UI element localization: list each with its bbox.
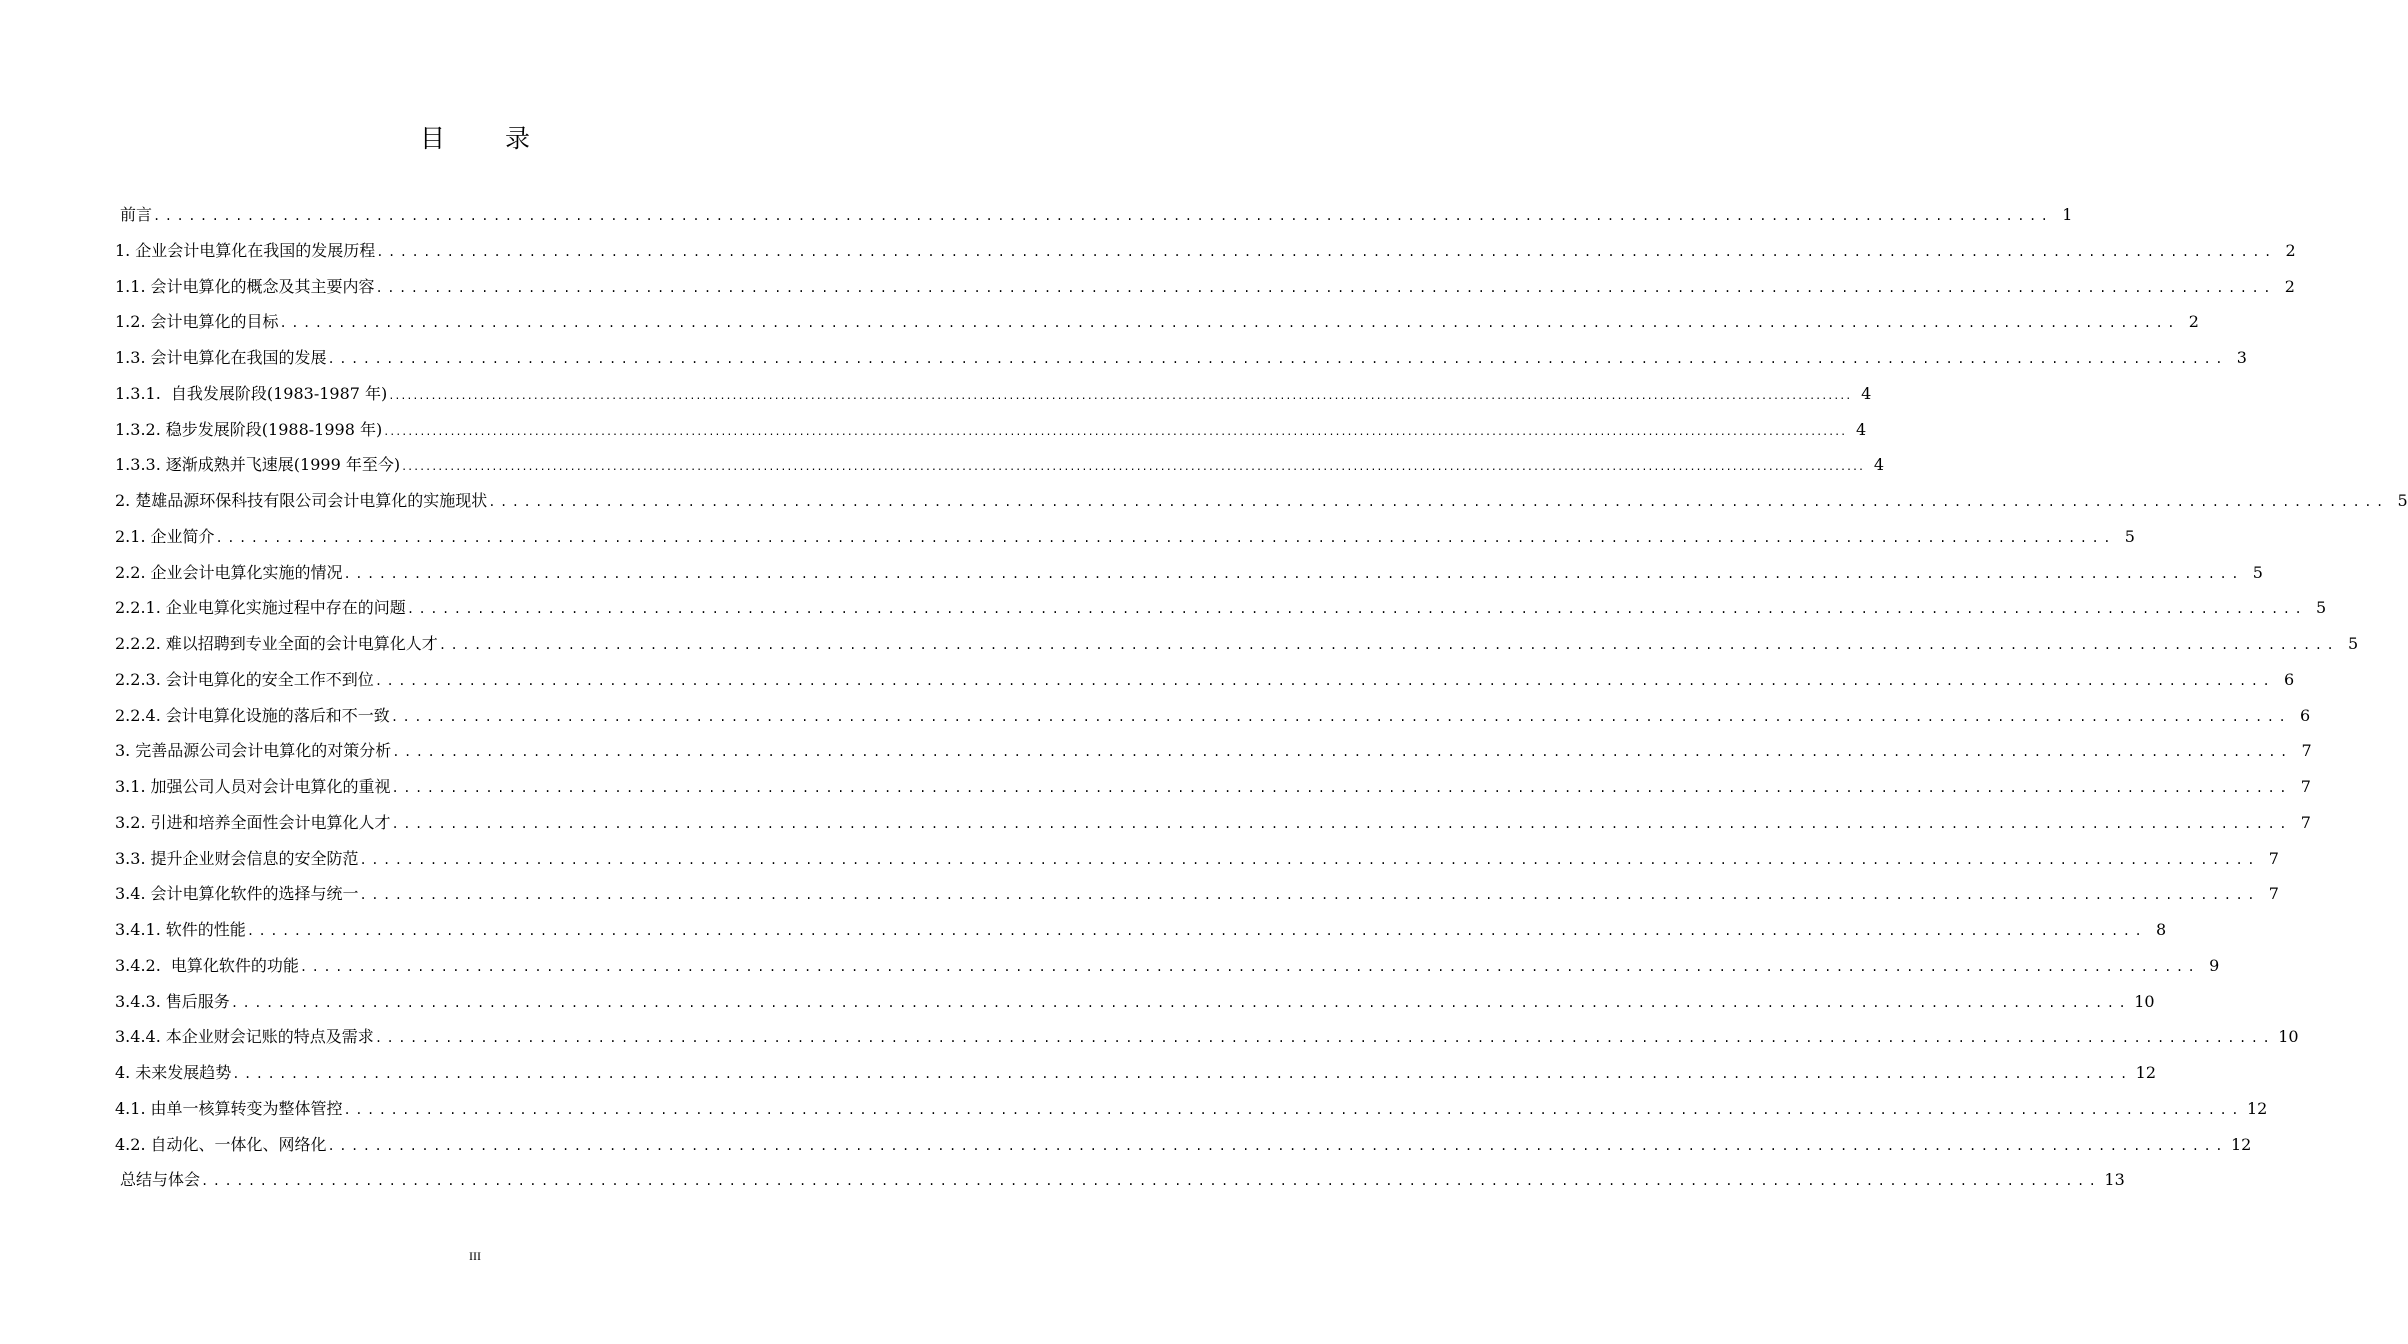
toc-entry-label bbox=[115, 772, 391, 802]
toc-entry-text: 售后服务 bbox=[165, 991, 230, 1011]
toc-entry-text: 自动化、一体化、网络化 bbox=[150, 1134, 327, 1154]
toc-entry[interactable] bbox=[115, 343, 2247, 379]
toc-entry-number: 3.4.4. bbox=[115, 1027, 161, 1047]
dot-leader: .................................................................................................................................................................. bbox=[374, 1031, 2275, 1046]
toc-entry-number: 4.1. bbox=[115, 1098, 146, 1118]
toc-entry-text: 总结与体会 bbox=[120, 1170, 201, 1190]
page-number-footer: III bbox=[469, 1249, 481, 1263]
toc-entry[interactable] bbox=[115, 450, 1885, 486]
toc-entry-number: 2. bbox=[115, 491, 131, 510]
toc-entry-label bbox=[115, 558, 343, 588]
toc-entry-label bbox=[115, 951, 299, 981]
dot-leader: .................................................................................................................................................................. bbox=[488, 495, 2388, 509]
toc-entry-text: 逐渐成熟并飞速展(1999 年至今) bbox=[165, 455, 401, 475]
toc-entry-label bbox=[115, 307, 279, 337]
dot-leader: .................................................................................................................................................................. bbox=[359, 888, 2259, 903]
toc-entry-page: 12 bbox=[2230, 1134, 2252, 1154]
toc-entry-number: 3.4. bbox=[115, 884, 146, 904]
toc-entry-label bbox=[115, 629, 438, 659]
toc-entry-number: 1.2. bbox=[115, 312, 146, 332]
toc-entry-label bbox=[115, 1165, 200, 1195]
toc-entry-label bbox=[115, 200, 152, 230]
toc-entry[interactable] bbox=[115, 736, 2312, 772]
toc-entry[interactable] bbox=[115, 701, 2311, 737]
toc-entry[interactable] bbox=[115, 200, 2073, 236]
toc-entry-text: 未来发展趋势 bbox=[135, 1063, 232, 1082]
toc-entry-text: 软件的性能 bbox=[165, 920, 246, 939]
toc-entry-number: 3.4.2. bbox=[115, 955, 161, 975]
dot-leader: .................................................................................................................................................................. bbox=[392, 745, 2292, 760]
toc-entry-number: 3.2. bbox=[115, 812, 146, 832]
dot-leader: .................................................................................................................................................................. bbox=[246, 924, 2147, 938]
toc-entry-label bbox=[115, 486, 487, 516]
dot-leader: .................................................................................................................................................................. bbox=[153, 209, 2053, 223]
toc-entry-text: 楚雄品源环保科技有限公司会计电算化的实施现状 bbox=[135, 491, 488, 510]
toc-entry-text: 引进和培养全面性会计电算化人才 bbox=[150, 812, 391, 832]
toc-entry[interactable] bbox=[115, 629, 2359, 665]
toc-entry-label bbox=[115, 665, 374, 695]
toc-entry-page: 5 bbox=[2316, 598, 2327, 618]
dot-leader: .................................................................................................................................................................. bbox=[391, 781, 2291, 795]
toc-entry[interactable] bbox=[115, 272, 2295, 308]
toc-entry-label bbox=[115, 343, 327, 373]
toc-entry[interactable] bbox=[115, 307, 2199, 343]
toc-entry-page: 12 bbox=[2135, 1063, 2157, 1082]
toc-entry[interactable] bbox=[115, 522, 2135, 558]
toc-entry-page: 5 bbox=[2252, 562, 2263, 582]
dot-leader: .................................................................................................................................................................. bbox=[215, 530, 2115, 545]
toc-entry-text: 稳步发展阶段(1988-1998 年) bbox=[165, 419, 383, 439]
toc-entry[interactable] bbox=[115, 665, 2295, 701]
toc-entry-page: 7 bbox=[2301, 741, 2312, 761]
toc-entry-text: 电算化软件的功能 bbox=[165, 955, 299, 975]
toc-entry-text: 会计电算化软件的选择与统一 bbox=[150, 884, 359, 904]
toc-entry-page: 4 bbox=[1873, 455, 1885, 475]
toc-entry-number: 1.3.2. bbox=[115, 419, 161, 439]
toc-entry-text: 完善品源公司会计电算化的对策分析 bbox=[135, 741, 392, 761]
toc-entry[interactable] bbox=[115, 951, 2220, 987]
toc-entry-label bbox=[115, 808, 391, 838]
dot-leader: .................................................................................................................................................................. bbox=[201, 1174, 2101, 1189]
toc-entry-label bbox=[115, 915, 246, 945]
toc-entry-text: 企业简介 bbox=[150, 526, 215, 546]
toc-entry-number: 1. bbox=[115, 240, 131, 260]
toc-entry-page: 8 bbox=[2156, 920, 2167, 939]
toc-entry-number: 1.3.3. bbox=[115, 455, 161, 475]
toc-entry-text: 会计电算化在我国的发展 bbox=[150, 348, 327, 367]
toc-entry-label bbox=[115, 844, 359, 874]
toc-entry-text: 自我发展阶段(1983-1987 年) bbox=[165, 383, 388, 403]
toc-entry-page: 10 bbox=[2134, 991, 2155, 1011]
dot-leader: .................................................................................................................................................................. bbox=[343, 1102, 2243, 1117]
toc-entry-label bbox=[115, 701, 390, 731]
toc-entry-number: 4. bbox=[115, 1063, 131, 1082]
toc-entry[interactable] bbox=[115, 379, 1872, 415]
toc-entry[interactable] bbox=[115, 558, 2263, 594]
toc-entry-label bbox=[115, 236, 375, 266]
dot-leader: .................................................................................................................................................................. bbox=[327, 1138, 2227, 1153]
toc-entry-text: 企业会计电算化在我国的发展历程 bbox=[135, 240, 376, 260]
toc-entry-page: 2 bbox=[2188, 312, 2199, 332]
toc-entry-label bbox=[115, 736, 391, 766]
toc-entry-page: 12 bbox=[2246, 1098, 2268, 1118]
dot-leader: .................................................................................................................................................................. bbox=[299, 959, 2200, 974]
toc-entry-page: 7 bbox=[2268, 884, 2279, 904]
toc-entry-number: 3.4.1. bbox=[115, 920, 161, 939]
toc-entry-label bbox=[115, 987, 230, 1017]
toc-entry-page: 7 bbox=[2268, 848, 2279, 868]
toc-entry-text: 会计电算化的安全工作不到位 bbox=[165, 669, 374, 689]
toc-entry[interactable] bbox=[115, 772, 2311, 808]
toc-entry-number: 2.1. bbox=[115, 526, 146, 546]
toc-entry[interactable] bbox=[115, 486, 2408, 522]
toc-entry-page: 5 bbox=[2397, 491, 2408, 510]
toc-entry-number: 4.2. bbox=[115, 1134, 146, 1154]
toc-entry-label bbox=[115, 415, 382, 445]
toc-entry[interactable] bbox=[115, 1130, 2252, 1166]
dot-leader: ................................................................................................................................................................................................................................................... bbox=[383, 426, 1847, 438]
toc-entry-number: 2.2.1. bbox=[115, 598, 161, 618]
toc-entry-label bbox=[115, 522, 215, 552]
dot-leader: .................................................................................................................................................................. bbox=[391, 816, 2291, 831]
toc-entry[interactable] bbox=[115, 808, 2311, 844]
toc-entry-page: 2 bbox=[2284, 276, 2295, 296]
dot-leader: .................................................................................................................................................................. bbox=[327, 352, 2227, 366]
toc-entry[interactable] bbox=[115, 1022, 2299, 1058]
toc-entry-label bbox=[115, 1058, 231, 1088]
dot-leader: .................................................................................................................................................................. bbox=[375, 280, 2275, 295]
toc-entry-label bbox=[115, 1130, 327, 1160]
toc-entry-page: 2 bbox=[2285, 240, 2296, 260]
toc-entry[interactable] bbox=[115, 1094, 2268, 1130]
toc-entry-page: 1 bbox=[2062, 205, 2073, 224]
toc-entry-page: 6 bbox=[2284, 669, 2295, 689]
toc-entry[interactable] bbox=[115, 879, 2279, 915]
toc-entry-text: 难以招聘到专业全面的会计电算化人才 bbox=[165, 634, 438, 653]
toc-entry-page: 5 bbox=[2348, 634, 2359, 653]
dot-leader: ................................................................................................................................................................................................................................................... bbox=[388, 390, 1852, 402]
dot-leader: .................................................................................................................................................................. bbox=[438, 638, 2339, 652]
table-of-contents bbox=[115, 200, 2408, 1201]
toc-entry-label bbox=[115, 450, 400, 480]
toc-entry-label bbox=[115, 593, 406, 623]
dot-leader: .................................................................................................................................................................. bbox=[279, 316, 2179, 331]
toc-entry-number: 3.1. bbox=[115, 777, 146, 796]
toc-entry[interactable] bbox=[115, 415, 1867, 451]
toc-entry-text: 企业电算化实施过程中存在的问题 bbox=[165, 598, 406, 618]
toc-entry-page: 10 bbox=[2278, 1027, 2299, 1047]
toc-entry-page: 3 bbox=[2236, 348, 2247, 367]
toc-entry[interactable] bbox=[115, 236, 2296, 272]
toc-entry-page: 7 bbox=[2300, 777, 2311, 796]
dot-leader: .................................................................................................................................................................. bbox=[232, 1067, 2132, 1081]
toc-entry[interactable] bbox=[115, 1058, 2157, 1094]
toc-entry[interactable] bbox=[115, 1165, 2125, 1201]
toc-entry-page: 4 bbox=[1856, 419, 1867, 439]
dot-leader: .................................................................................................................................................................. bbox=[376, 244, 2276, 259]
toc-entry-number: 3. bbox=[115, 741, 131, 761]
toc-entry-label bbox=[115, 272, 375, 302]
toc-entry-number: 3.3. bbox=[115, 848, 146, 868]
toc-entry-page: 5 bbox=[2124, 526, 2135, 546]
toc-entry-text: 本企业财会记账的特点及需求 bbox=[165, 1027, 374, 1047]
toc-entry-text: 提升企业财会信息的安全防范 bbox=[150, 848, 359, 868]
dot-leader: .................................................................................................................................................................. bbox=[406, 602, 2307, 617]
toc-entry-label bbox=[115, 1094, 343, 1124]
toc-entry-number: 2.2. bbox=[115, 562, 146, 582]
dot-leader: .................................................................................................................................................................. bbox=[374, 673, 2275, 688]
toc-entry-number: 2.2.3. bbox=[115, 669, 161, 689]
dot-leader: .................................................................................................................................................................. bbox=[230, 995, 2131, 1010]
toc-entry-page: 4 bbox=[1861, 383, 1872, 403]
toc-entry-number: 1.1. bbox=[115, 276, 146, 296]
dot-leader: .................................................................................................................................................................. bbox=[390, 709, 2291, 724]
toc-entry[interactable] bbox=[115, 987, 2155, 1023]
toc-entry-number: 1.3.1. bbox=[115, 383, 161, 403]
toc-entry-text: 前言 bbox=[120, 205, 153, 224]
toc-entry-number: 3.4.3. bbox=[115, 991, 161, 1011]
toc-entry-page: 6 bbox=[2300, 705, 2311, 725]
toc-entry-page: 9 bbox=[2209, 955, 2220, 975]
toc-entry-text: 企业会计电算化实施的情况 bbox=[150, 562, 343, 582]
dot-leader: ................................................................................................................................................................................................................................................... bbox=[401, 462, 1865, 474]
toc-entry[interactable] bbox=[115, 593, 2327, 629]
toc-entry-text: 由单一核算转变为整体管控 bbox=[150, 1098, 343, 1118]
page-title: 目 录 bbox=[420, 124, 556, 153]
toc-entry[interactable] bbox=[115, 915, 2167, 951]
dot-leader: .................................................................................................................................................................. bbox=[343, 566, 2243, 581]
toc-entry-text: 会计电算化设施的落后和不一致 bbox=[165, 705, 390, 725]
toc-entry-label bbox=[115, 379, 387, 409]
toc-entry-label bbox=[115, 1022, 374, 1052]
dot-leader: .................................................................................................................................................................. bbox=[359, 852, 2259, 867]
toc-entry-page: 7 bbox=[2300, 812, 2311, 832]
toc-entry[interactable] bbox=[115, 844, 2279, 880]
toc-entry-text: 会计电算化的概念及其主要内容 bbox=[150, 276, 375, 296]
toc-entry-label bbox=[115, 879, 359, 909]
toc-entry-number: 1.3. bbox=[115, 348, 146, 367]
toc-entry-page: 13 bbox=[2104, 1170, 2125, 1190]
toc-entry-text: 会计电算化的目标 bbox=[150, 312, 279, 332]
toc-entry-text: 加强公司人员对会计电算化的重视 bbox=[150, 777, 391, 796]
toc-entry-number: 2.2.2. bbox=[115, 634, 161, 653]
toc-entry-number: 2.2.4. bbox=[115, 705, 161, 725]
